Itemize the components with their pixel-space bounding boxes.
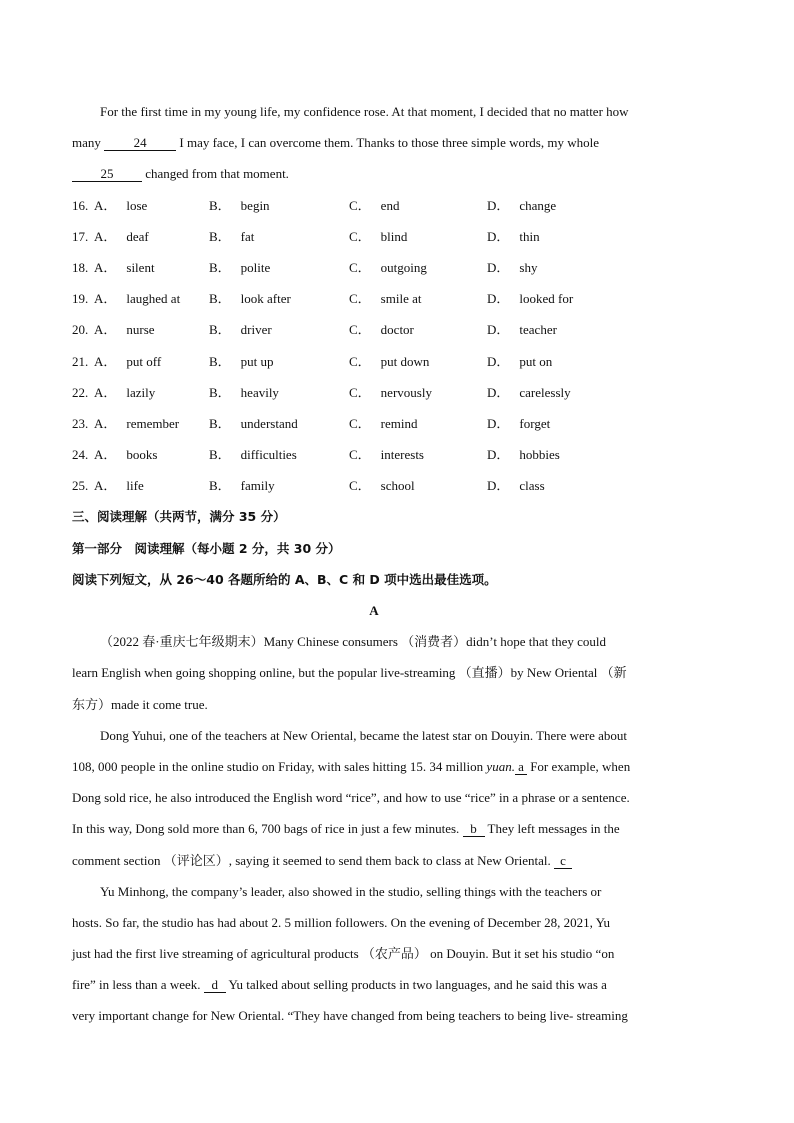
option-text: hobbies [519, 447, 560, 463]
option-text: difficulties [240, 447, 297, 463]
article-text: In this way, Dong sold more than 6, 700 bags of rice in just a few minutes. [72, 821, 463, 837]
option-text: nervously [380, 384, 432, 400]
answer-option [487, 439, 607, 470]
option-letter: D． [487, 384, 510, 400]
article-line: Yu Minhong, the company’s leader, also showed in the studio, selling things with the teachers or [100, 883, 602, 899]
answer-option [209, 221, 349, 252]
option-letter: B． [209, 384, 231, 400]
answer-option [209, 190, 349, 221]
question-number: 21. [72, 353, 89, 369]
option-text: laughed at [126, 291, 181, 307]
option-text: heavily [240, 384, 279, 400]
option-letter: B． [209, 353, 231, 369]
answer-option [349, 470, 487, 501]
article-line [72, 813, 676, 844]
option-letter: C． [349, 447, 371, 463]
question-number: 24. [72, 447, 89, 463]
question-row [72, 439, 676, 470]
article-text: They left messages in the [484, 821, 620, 837]
answer-option [349, 314, 487, 345]
option-text: end [380, 197, 400, 213]
instruction-text: 阅读下列短文，从 26～40 各题所给的 A、B、C 和 D 项中选出最佳选项。 [72, 571, 497, 587]
option-text: life [126, 478, 144, 494]
question-number: 23. [72, 415, 89, 431]
article-line [72, 845, 676, 876]
question-row [72, 190, 676, 221]
option-text: put off [126, 353, 162, 369]
article-text: For example, when [526, 758, 631, 774]
answer-option [94, 190, 209, 221]
question-list [72, 190, 676, 502]
answer-option [487, 283, 607, 314]
section-heading: 三、阅读理解（共两节，满分 35 分） [72, 509, 286, 525]
option-letter: C． [349, 322, 371, 338]
answer-option [209, 439, 349, 470]
option-text: remind [380, 415, 418, 431]
question-row [72, 470, 676, 501]
answer-option [209, 470, 349, 501]
answer-option [349, 252, 487, 283]
article-line: learn English when going shopping online, but the popular live-streaming （直播）by New Oriental （新 [72, 665, 627, 681]
answer-option [94, 252, 209, 283]
answer-option [349, 221, 487, 252]
option-text: thin [519, 228, 540, 244]
option-text: deaf [126, 228, 149, 244]
option-letter: A． [94, 447, 117, 463]
answer-option [94, 346, 209, 377]
question-row [72, 377, 676, 408]
question-row [72, 346, 676, 377]
option-text: family [240, 478, 275, 494]
option-letter: D． [487, 415, 510, 431]
option-letter: C． [349, 197, 371, 213]
option-text: put down [380, 353, 430, 369]
option-text: smile at [380, 291, 422, 307]
answer-option [209, 346, 349, 377]
article-text: yuan. [486, 758, 515, 774]
blank-a: a [515, 760, 527, 775]
option-letter: A． [94, 228, 117, 244]
answer-option [94, 283, 209, 314]
article-line: very important change for New Oriental. “They have changed from being teachers to being live- streaming [72, 1008, 628, 1024]
option-letter: D． [487, 478, 510, 494]
article-line: hosts. So far, the studio has had about 2. 5 million followers. On the evening of December 28, 2021, Yu [72, 914, 611, 930]
option-letter: A． [94, 259, 117, 275]
option-text: teacher [519, 322, 557, 338]
option-letter: B． [209, 259, 231, 275]
passage-title: A [369, 603, 379, 618]
answer-option [94, 377, 209, 408]
blank-b: b [463, 822, 485, 837]
option-text: remember [126, 415, 180, 431]
question-row [72, 314, 676, 345]
question-row [72, 252, 676, 283]
option-letter: B． [209, 197, 231, 213]
answer-option [94, 408, 209, 439]
option-letter: C． [349, 353, 371, 369]
passage-line [72, 127, 676, 158]
option-letter: D． [487, 228, 510, 244]
answer-option [487, 190, 607, 221]
answer-option [349, 377, 487, 408]
option-letter: C． [349, 478, 371, 494]
answer-option [349, 439, 487, 470]
option-text: blind [380, 228, 408, 244]
blank-25: 25 [72, 167, 142, 182]
answer-option [349, 408, 487, 439]
answer-option [487, 408, 607, 439]
option-text: outgoing [380, 259, 427, 275]
option-letter: D． [487, 291, 510, 307]
option-letter: C． [349, 291, 371, 307]
option-text: begin [240, 197, 270, 213]
option-letter: A． [94, 384, 117, 400]
question-number: 19. [72, 291, 89, 307]
option-letter: B． [209, 322, 231, 338]
option-text: shy [519, 259, 538, 275]
option-text: silent [126, 259, 155, 275]
answer-option [209, 314, 349, 345]
option-letter: D． [487, 322, 510, 338]
article-line [72, 751, 676, 782]
passage-text: changed from that moment. [142, 166, 289, 182]
option-text: carelessly [519, 384, 571, 400]
option-text: change [519, 197, 557, 213]
option-text: driver [240, 322, 272, 338]
document-page [72, 96, 676, 1032]
answer-option [94, 314, 209, 345]
option-letter: D． [487, 353, 510, 369]
option-text: class [519, 478, 545, 494]
option-letter: C． [349, 415, 371, 431]
option-text: put on [519, 353, 553, 369]
answer-option [487, 314, 607, 345]
question-number: 20. [72, 322, 89, 338]
answer-option [209, 283, 349, 314]
option-letter: B． [209, 447, 231, 463]
option-text: lose [126, 197, 148, 213]
option-text: lazily [126, 384, 156, 400]
option-letter: B． [209, 415, 231, 431]
option-text: nurse [126, 322, 155, 338]
option-text: understand [240, 415, 298, 431]
question-number: 18. [72, 259, 89, 275]
option-letter: A． [94, 322, 117, 338]
answer-option [487, 377, 607, 408]
option-text: polite [240, 259, 271, 275]
question-row [72, 408, 676, 439]
article-line: 东方）made it come true. [72, 696, 208, 712]
answer-option [349, 190, 487, 221]
blank-d: d [204, 978, 226, 993]
question-row [72, 283, 676, 314]
option-text: doctor [380, 322, 414, 338]
answer-option [94, 439, 209, 470]
answer-option [94, 470, 209, 501]
option-letter: A． [94, 478, 117, 494]
article-text: Yu talked about selling products in two languages, and he said this was a [225, 977, 607, 993]
option-letter: C． [349, 259, 371, 275]
option-text: books [126, 447, 158, 463]
question-number: 17. [72, 228, 89, 244]
article-text: 108, 000 people in the online studio on Friday, with sales hitting 15. 34 million [72, 758, 487, 774]
passage-text: I may face, I can overcome them. Thanks to those three simple words, my whole [176, 135, 599, 151]
option-letter: D． [487, 259, 510, 275]
option-text: looked for [519, 291, 574, 307]
option-letter: C． [349, 384, 371, 400]
option-letter: D． [487, 197, 510, 213]
question-number: 22. [72, 384, 89, 400]
article-line: Dong sold rice, he also introduced the English word “rice”, and how to use “rice” in a phrase or a sentence. [72, 790, 630, 806]
option-text: look after [240, 291, 291, 307]
part-heading: 第一部分 阅读理解（每小题 2 分，共 30 分） [72, 540, 341, 556]
question-number: 25. [72, 478, 89, 494]
option-text: interests [380, 447, 424, 463]
answer-option [209, 408, 349, 439]
option-letter: B． [209, 228, 231, 244]
answer-option [487, 470, 607, 501]
answer-option [349, 283, 487, 314]
article-line: just had the first live streaming of agricultural products （农产品） on Douyin. But it set his studio “on [72, 946, 615, 962]
answer-option [349, 346, 487, 377]
option-text: fat [240, 228, 255, 244]
option-letter: B． [209, 478, 231, 494]
blank-c: c [554, 854, 572, 869]
answer-option [94, 221, 209, 252]
option-text: school [380, 478, 415, 494]
passage-text: many [72, 135, 105, 151]
article-line [72, 969, 676, 1000]
article-text: comment section （评论区）, saying it seemed to send them back to class at New Oriental. [72, 852, 554, 868]
passage-line [72, 158, 676, 189]
option-letter: B． [209, 291, 231, 307]
answer-option [487, 252, 607, 283]
option-letter: D． [487, 447, 510, 463]
answer-option [209, 252, 349, 283]
article-text: fire” in less than a week. [72, 977, 204, 993]
article-line: Dong Yuhui, one of the teachers at New Oriental, became the latest star on Douyin. There were about [100, 727, 628, 743]
option-text: forget [519, 415, 551, 431]
option-letter: A． [94, 291, 117, 307]
answer-option [487, 221, 607, 252]
blank-24: 24 [104, 136, 176, 151]
answer-option [209, 377, 349, 408]
article-line: （2022 春·重庆七年级期末）Many Chinese consumers （消费者）didn’t hope that they could [100, 634, 606, 650]
option-letter: A． [94, 353, 117, 369]
option-letter: C． [349, 228, 371, 244]
question-number: 16. [72, 197, 89, 213]
question-row [72, 221, 676, 252]
answer-option [487, 346, 607, 377]
passage-line: For the first time in my young life, my confidence rose. At that moment, I decided that no matter how [100, 104, 629, 119]
option-letter: A． [94, 415, 117, 431]
option-letter: A． [94, 197, 117, 213]
option-text: put up [240, 353, 274, 369]
